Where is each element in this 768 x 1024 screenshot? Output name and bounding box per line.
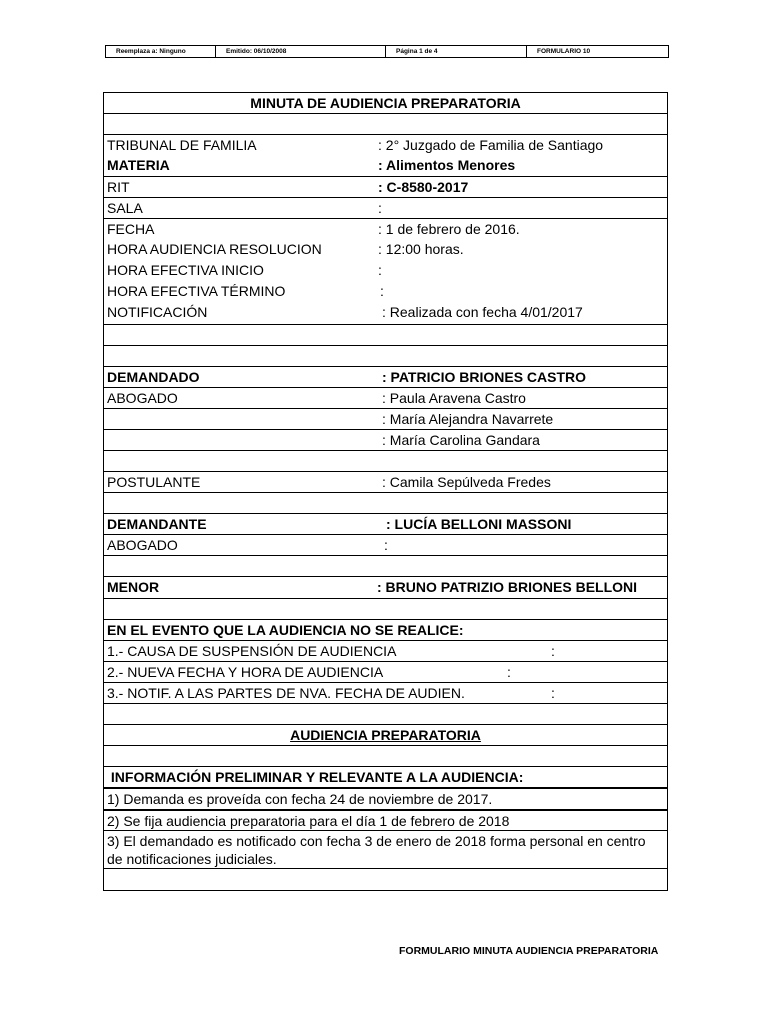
tribunal-value: : 2° Juzgado de Familia de Santiago [378, 137, 604, 153]
row-sala [104, 197, 667, 219]
row-hora-termino [104, 281, 667, 301]
row-demandado-abogado [104, 387, 667, 409]
row-info-3 [104, 830, 667, 869]
evento-item-2-label: 2.- NUEVA FECHA Y HORA DE AUDIENCIA [107, 664, 384, 680]
row-postulante [104, 471, 667, 493]
row-evento-2 [104, 661, 667, 682]
row-demandado-abogado-3 [104, 429, 667, 451]
info-item-1: 1) Demanda es proveída con fecha 24 de noviembre de 2017. [107, 791, 493, 807]
demandado-abogado-1: : Paula Aravena Castro [382, 390, 526, 406]
sala-label: SALA [107, 200, 143, 216]
demandado-label: DEMANDADO [107, 369, 200, 385]
row-evento-1 [104, 640, 667, 661]
demandante-abogado-value: : [384, 537, 388, 553]
row-menor [104, 576, 667, 598]
empty-row [104, 555, 667, 576]
header-reemplaza: Reemplaza a: Ninguno [106, 46, 216, 57]
hora-termino-value: : [380, 283, 384, 299]
row-tribunal [104, 134, 667, 156]
demandante-value: : LUCÍA BELLONI MASSONI [386, 516, 572, 532]
demandante-label: DEMANDANTE [107, 516, 207, 532]
hora-inicio-label: HORA EFECTIVA INICIO [107, 262, 264, 278]
row-evento-heading [104, 619, 667, 640]
hora-inicio-value: : [378, 262, 382, 278]
hora-resolucion-label: HORA AUDIENCIA RESOLUCION [107, 241, 322, 257]
rit-value: : C-8580-2017 [378, 179, 469, 195]
empty-row [104, 492, 667, 514]
fecha-label: FECHA [107, 221, 155, 237]
empty-row [104, 598, 667, 620]
info-item-3: 3) El demandado es notificado con fecha 3 de enero de 2018 forma personal en centro de notificaciones judiciales. [107, 833, 646, 867]
info-item-2: 2) Se fija audiencia preparatoria para el día 1 de febrero de 2018 [107, 813, 510, 829]
postulante-value: : Camila Sepúlveda Fredes [382, 474, 551, 490]
evento-item-3-label: 3.- NOTIF. A LAS PARTES DE NVA. FECHA DE AUDIEN. [107, 685, 465, 701]
notificacion-value: : Realizada con fecha 4/01/2017 [382, 304, 583, 320]
evento-item-1-label: 1.- CAUSA DE SUSPENSIÓN DE AUDIENCIA [107, 643, 397, 659]
demandante-abogado-label: ABOGADO [107, 537, 178, 553]
evento-item-2-value: : [507, 664, 511, 680]
materia-value: : Alimentos Menores [378, 157, 516, 173]
empty-row [104, 324, 667, 346]
row-demandado-abogado-2 [104, 408, 667, 430]
footer-title: FORMULARIO MINUTA AUDIENCIA PREPARATORIA [399, 945, 659, 957]
menor-label: MENOR [107, 579, 160, 595]
minuta-form-table [103, 92, 668, 891]
row-fecha [104, 218, 667, 240]
hora-termino-label: HORA EFECTIVA TÉRMINO [107, 283, 286, 299]
row-rit [104, 176, 667, 198]
fecha-value: : 1 de febrero de 2016. [378, 221, 520, 237]
row-evento-3 [104, 682, 667, 704]
header-emitido: Emitido: 06/10/2008 [216, 46, 386, 57]
evento-item-1-value: : [551, 643, 555, 659]
row-hora-resolucion [104, 239, 667, 259]
info-heading: INFORMACIÓN PRELIMINAR Y RELEVANTE A LA AUDIENCIA: [107, 769, 524, 785]
sala-value: : [378, 200, 382, 216]
empty-row [104, 450, 667, 471]
row-info-1 [104, 787, 667, 809]
empty-row [104, 745, 667, 767]
row-materia [104, 155, 667, 175]
menor-value: : BRUNO PATRIZIO BRIONES BELLONI [377, 579, 638, 595]
evento-item-3-value: : [551, 685, 555, 701]
rit-label: RIT [107, 179, 130, 195]
empty-row [104, 345, 667, 366]
tribunal-label: TRIBUNAL DE FAMILIA [107, 137, 257, 153]
form-title: MINUTA DE AUDIENCIA PREPARATORIA [250, 95, 521, 111]
audiencia-heading: AUDIENCIA PREPARATORIA [290, 727, 481, 743]
demandado-abogado-label: ABOGADO [107, 390, 178, 406]
row-demandante-abogado [104, 534, 667, 556]
row-notificacion [104, 302, 667, 323]
header-pagina: Página 1 de 4 [386, 46, 527, 57]
row-audiencia-heading [104, 724, 667, 746]
empty-row [104, 868, 667, 890]
empty-row [104, 703, 667, 725]
row-hora-inicio [104, 260, 667, 281]
row-demandado [104, 366, 667, 388]
empty-row [104, 113, 667, 134]
demandado-abogado-2: : María Alejandra Navarrete [382, 411, 554, 427]
row-info-2 [104, 809, 667, 831]
row-info-heading [104, 766, 667, 787]
row-demandante [104, 513, 667, 535]
header-formulario: FORMULARIO 10 [537, 48, 591, 55]
materia-label: MATERIA [107, 157, 170, 173]
evento-heading: EN EL EVENTO QUE LA AUDIENCIA NO SE REALICE: [107, 622, 464, 638]
document-header-bar [105, 45, 669, 58]
notificacion-label: NOTIFICACIÓN [107, 304, 208, 320]
postulante-label: POSTULANTE [107, 474, 201, 490]
demandado-abogado-3: : María Carolina Gandara [382, 432, 540, 448]
hora-resolucion-value: : 12:00 horas. [378, 241, 464, 257]
title-row [104, 93, 667, 113]
demandado-value: : PATRICIO BRIONES CASTRO [382, 369, 587, 385]
